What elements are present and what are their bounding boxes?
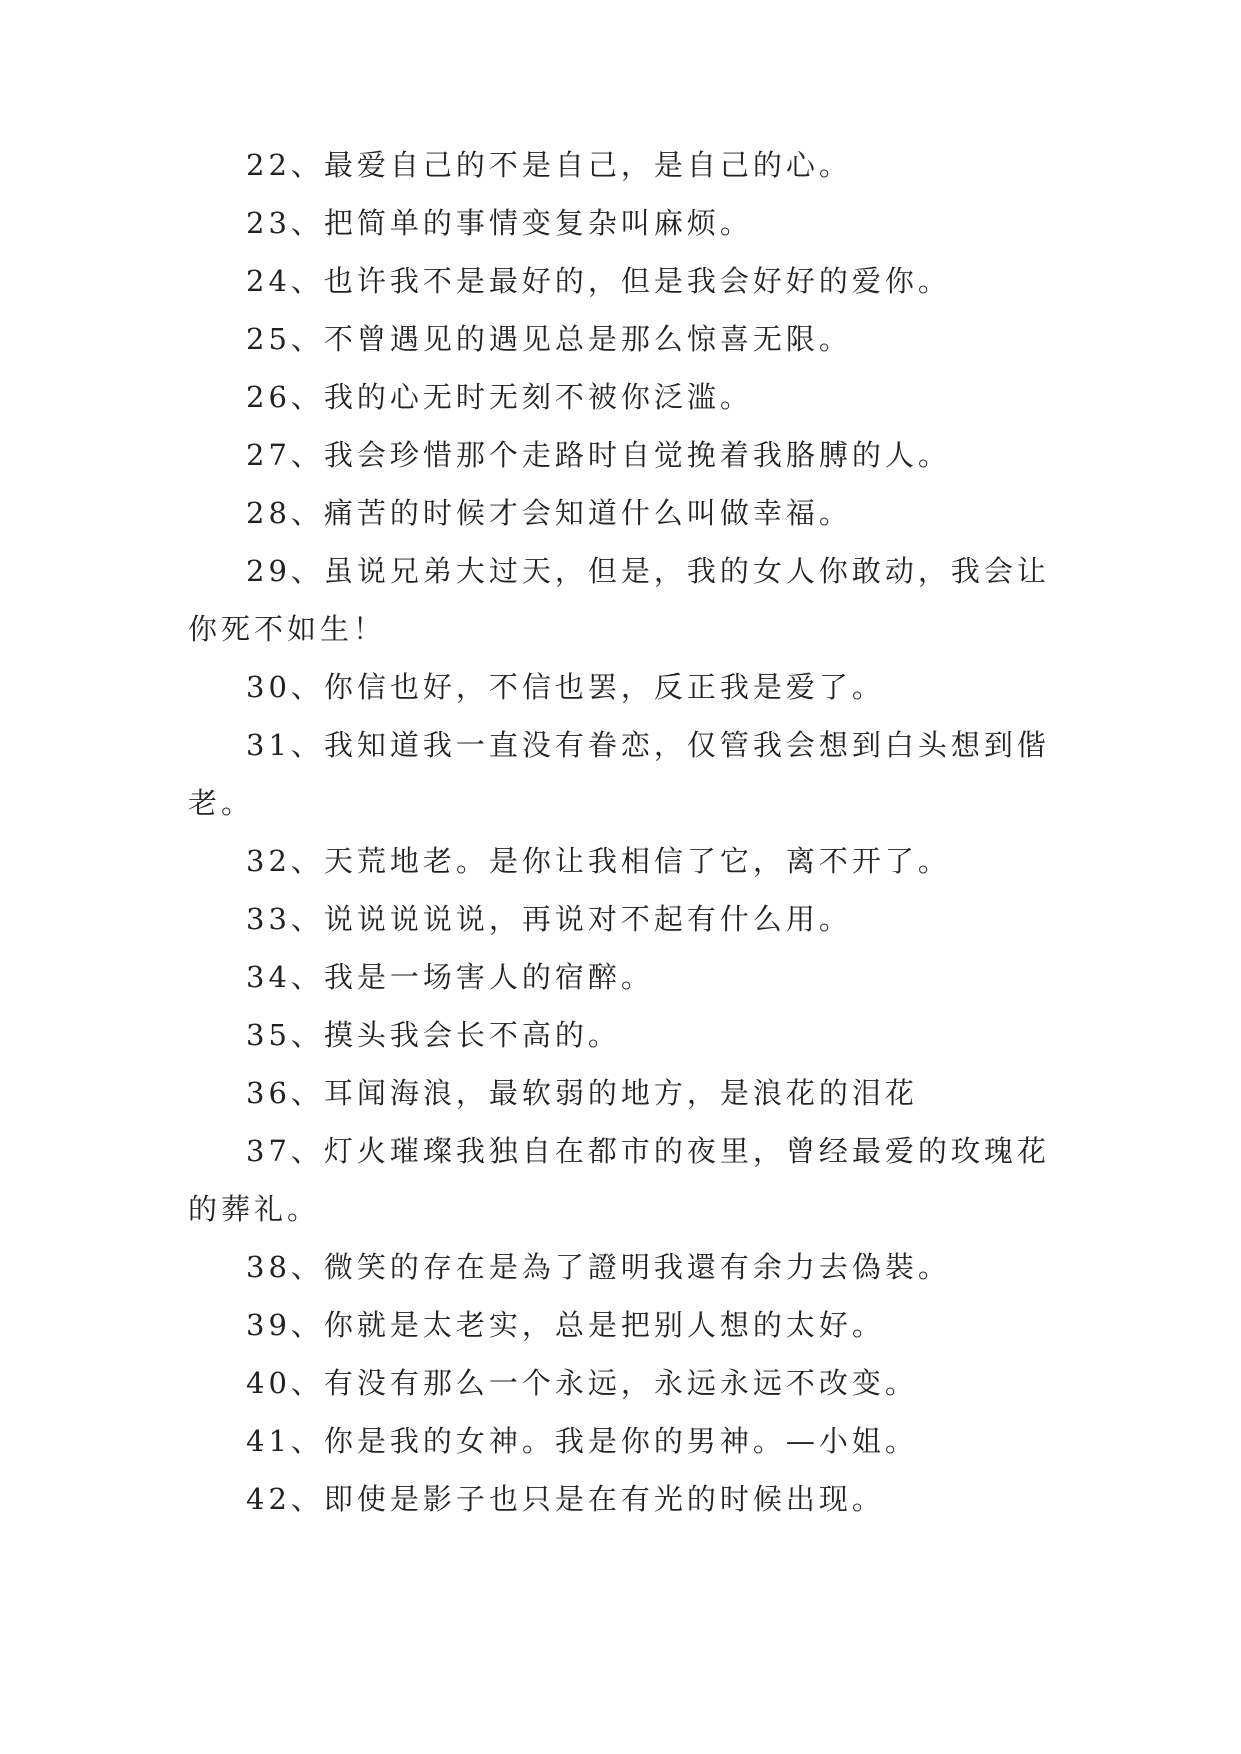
paragraph-32: 32、天荒地老。是你让我相信了它，离不开了。	[246, 844, 951, 878]
paragraph-39: 39、你就是太老实，总是把别人想的太好。	[246, 1308, 885, 1342]
paragraph-27: 27、我会珍惜那个走路时自觉挽着我胳膊的人。	[246, 438, 951, 472]
document-page	[188, 136, 1058, 1528]
paragraph-28: 28、痛苦的时候才会知道什么叫做幸福。	[246, 496, 852, 530]
paragraph-34: 34、我是一场害人的宿醉。	[246, 960, 654, 994]
paragraph-42: 42、即使是影子也只是在有光的时候出现。	[246, 1482, 885, 1516]
paragraph-40: 40、有没有那么一个永远，永远永远不改变。	[246, 1366, 918, 1400]
paragraph-37: 37、灯火璀璨我独自在都市的夜里，曾经最爱的玫瑰花的葬礼。	[188, 1134, 1050, 1226]
paragraph-25: 25、不曾遇见的遇见总是那么惊喜无限。	[246, 322, 852, 356]
paragraph-30: 30、你信也好，不信也罢，反正我是爱了。	[246, 670, 885, 704]
paragraph-23: 23、把简单的事情变复杂叫麻烦。	[246, 206, 753, 240]
paragraph-26: 26、我的心无时无刻不被你泛滥。	[246, 380, 753, 414]
paragraph-38: 38、微笑的存在是為了證明我還有余力去偽裝。	[246, 1250, 951, 1284]
paragraph-35: 35、摸头我会长不高的。	[246, 1018, 621, 1052]
paragraph-33: 33、说说说说说，再说对不起有什么用。	[246, 902, 852, 936]
paragraph-22: 22、最爱自己的不是自己，是自己的心。	[246, 148, 852, 182]
paragraph-24: 24、也许我不是最好的，但是我会好好的爱你。	[246, 264, 951, 298]
paragraph-29: 29、虽说兄弟大过天，但是，我的女人你敢动，我会让你死不如生！	[188, 554, 1050, 646]
paragraph-36: 36、耳闻海浪，最软弱的地方，是浪花的泪花	[246, 1076, 918, 1110]
paragraph-41: 41、你是我的女神。我是你的男神。—小姐。	[246, 1424, 918, 1458]
paragraph-31: 31、我知道我一直没有眷恋，仅管我会想到白头想到偕老。	[188, 728, 1050, 820]
